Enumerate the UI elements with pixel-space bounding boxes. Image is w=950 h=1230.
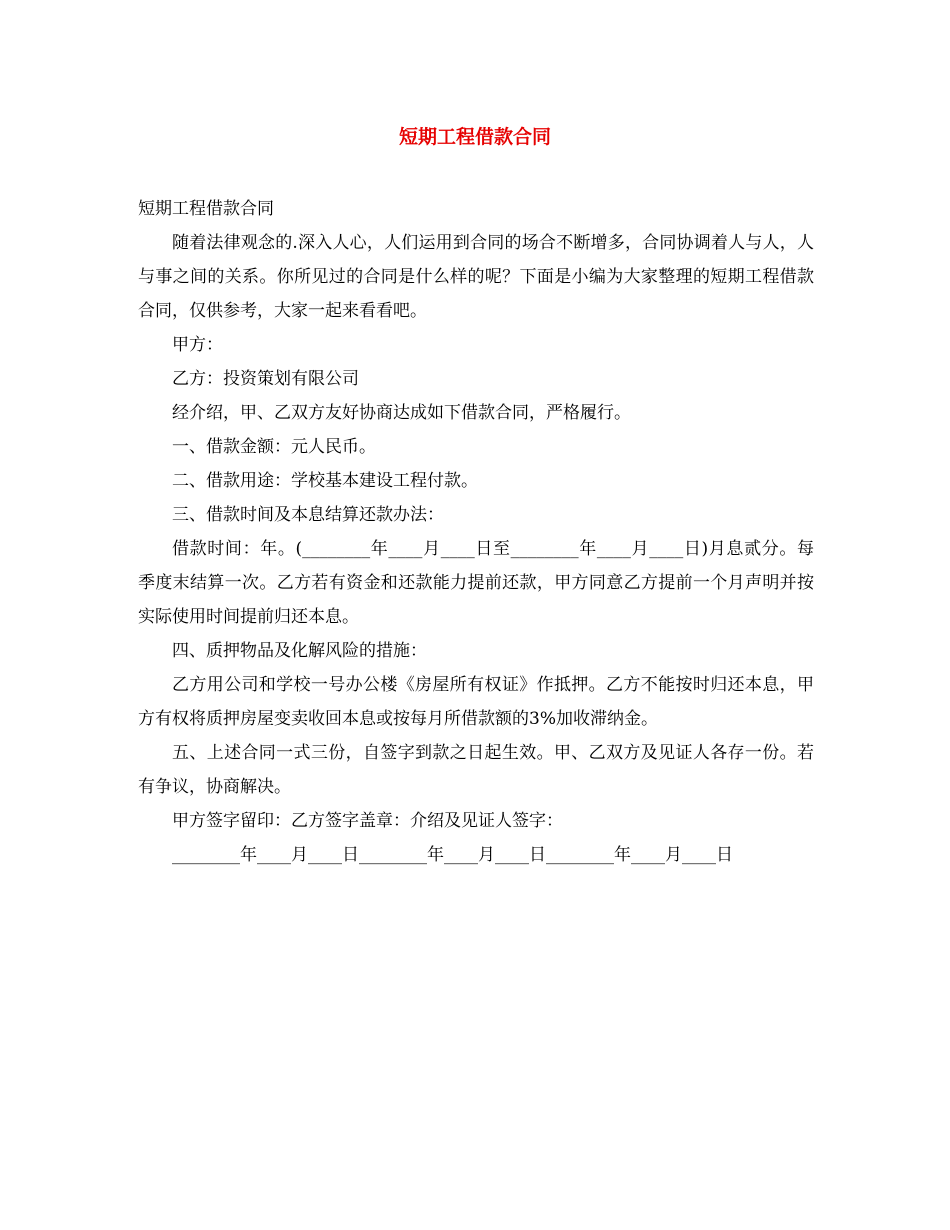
document-title: 短期工程借款合同	[398, 126, 551, 148]
clause-repayment-heading: 三、借款时间及本息结算还款办法：	[172, 505, 444, 525]
signature-line: 甲方签字留印：乙方签字盖章：介绍及见证人签字：	[172, 811, 563, 831]
intro-paragraph: 随着法律观念的.深入人心，人们运用到合同的场合不断增多，合同协调着人与人，人与事之间的关系。你所见过的合同是什么样的呢？下面是小编为大家整理的短期工程借款合同，仅供参考，大家一起来看看吧。	[138, 233, 814, 321]
party-a-line: 甲方：	[172, 335, 223, 355]
clause-loan-purpose: 二、借款用途：学校基本建设工程付款。	[172, 471, 478, 491]
agreement-preamble: 经介绍，甲、乙双方友好协商达成如下借款合同，严格履行。	[172, 403, 631, 423]
document-heading: 短期工程借款合同	[138, 199, 274, 219]
signature-date-line: ________年____月____日________年____月____日________年____月____日	[172, 845, 733, 865]
party-b-line: 乙方：投资策划有限公司	[172, 369, 359, 389]
clause-repayment-detail: 借款时间：年。(________年____月____日至________年____月____日)月息贰分。每季度末结算一次。乙方若有资金和还款能力提前还款，甲方同意乙方提前一个月声明并按实际使用时间提前归还本息。	[138, 539, 814, 627]
document-body	[138, 192, 814, 872]
clause-loan-amount: 一、借款金额：元人民币。	[172, 437, 376, 457]
clause-collateral-heading: 四、质押物品及化解风险的措施：	[172, 641, 427, 661]
clause-effectiveness: 五、上述合同一式三份，自签字到款之日起生效。甲、乙双方及见证人各存一份。若有争议，协商解决。	[138, 743, 814, 797]
clause-collateral-detail: 乙方用公司和学校一号办公楼《房屋所有权证》作抵押。乙方不能按时归还本息，甲方有权将质押房屋变卖收回本息或按每月所借款额的3%加收滞纳金。	[138, 675, 814, 729]
